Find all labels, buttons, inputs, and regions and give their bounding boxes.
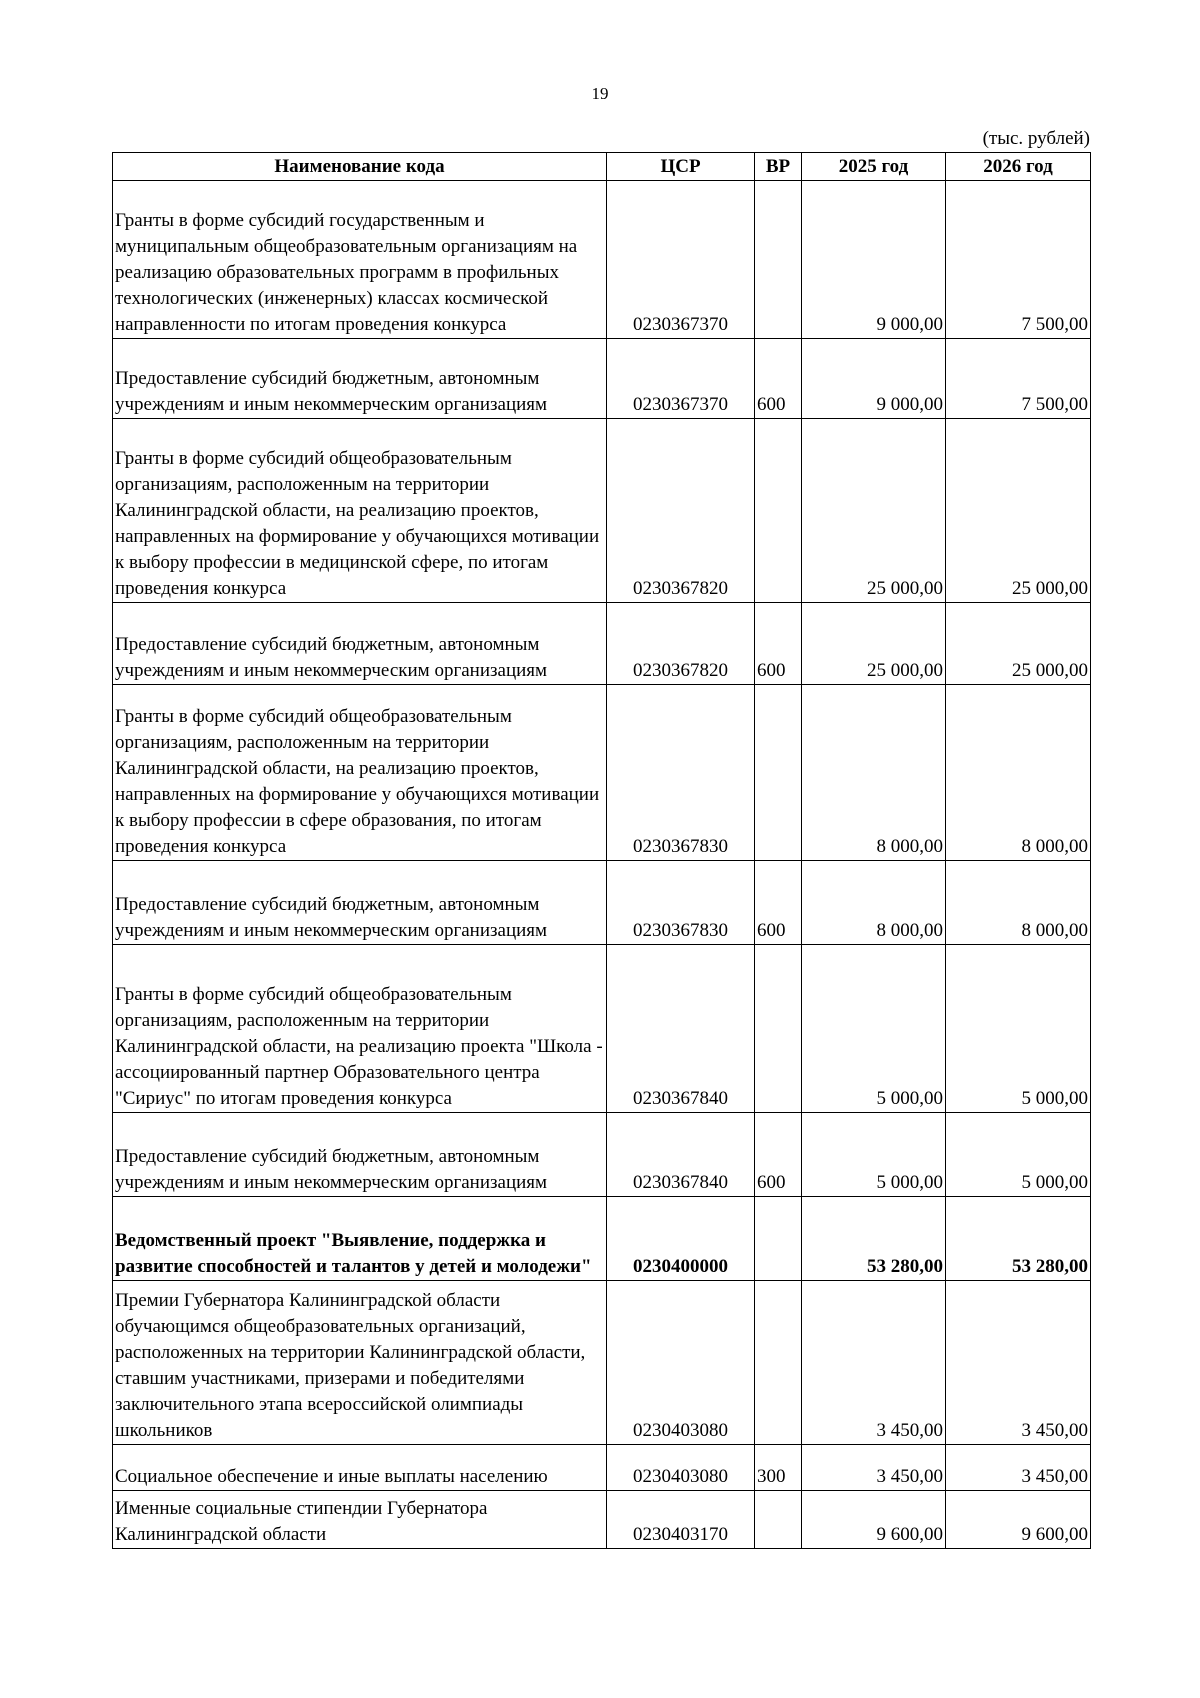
budget-table (112, 152, 1091, 1549)
table-row (113, 1491, 1091, 1549)
cell-2025: 53 280,00 (802, 1197, 946, 1281)
cell-2026: 53 280,00 (946, 1197, 1091, 1281)
cell-vr (755, 685, 802, 861)
cell-2025: 9 600,00 (802, 1491, 946, 1549)
cell-2026: 7 500,00 (946, 181, 1091, 339)
table-row (113, 685, 1091, 861)
cell-csr: 0230367830 (607, 685, 755, 861)
units-label: (тыс. рублей) (982, 128, 1090, 149)
cell-2026: 8 000,00 (946, 685, 1091, 861)
cell-vr (755, 1281, 802, 1445)
cell-name: Гранты в форме субсидий общеобразовательным организациям, расположенным на территории Калининградской области, на реализацию проекта "Школа - ассоциированный партнер Образовательного центра "Сириус" по итогам проведения конкурса (113, 945, 607, 1113)
cell-name: Премии Губернатора Калининградской области обучающимся общеобразовательных организаций, расположенных на территории Калининградской области, ставшим участниками, призерами и победителями заключительного этапа всероссийской олимпиады школьников (113, 1281, 607, 1445)
header-name: Наименование кода (113, 153, 607, 181)
table-row (113, 181, 1091, 339)
cell-vr: 600 (755, 603, 802, 685)
cell-csr: 0230403170 (607, 1491, 755, 1549)
cell-name: Предоставление субсидий бюджетным, автономным учреждениям и иным некоммерческим организациям (113, 603, 607, 685)
header-2026: 2026 год (946, 153, 1091, 181)
cell-vr (755, 1197, 802, 1281)
cell-2026: 25 000,00 (946, 419, 1091, 603)
cell-csr: 0230367840 (607, 1113, 755, 1197)
cell-csr: 0230403080 (607, 1445, 755, 1491)
cell-2026: 9 600,00 (946, 1491, 1091, 1549)
cell-2025: 25 000,00 (802, 603, 946, 685)
cell-name: Предоставление субсидий бюджетным, автономным учреждениям и иным некоммерческим организациям (113, 1113, 607, 1197)
cell-2026: 7 500,00 (946, 339, 1091, 419)
cell-vr: 600 (755, 861, 802, 945)
table-row (113, 339, 1091, 419)
cell-2025: 8 000,00 (802, 685, 946, 861)
cell-csr: 0230367840 (607, 945, 755, 1113)
cell-2025: 5 000,00 (802, 945, 946, 1113)
cell-2025: 9 000,00 (802, 339, 946, 419)
table-row (113, 419, 1091, 603)
cell-name: Ведомственный проект "Выявление, поддержка и развитие способностей и талантов у детей и молодежи" (113, 1197, 607, 1281)
cell-vr: 300 (755, 1445, 802, 1491)
cell-vr (755, 419, 802, 603)
cell-csr: 0230400000 (607, 1197, 755, 1281)
cell-name: Гранты в форме субсидий общеобразовательным организациям, расположенным на территории Калининградской области, на реализацию проектов, направленных на формирование у обучающихся мотивации к выбору профессии в медицинской сфере, по итогам проведения конкурса (113, 419, 607, 603)
cell-2025: 9 000,00 (802, 181, 946, 339)
cell-csr: 0230367370 (607, 181, 755, 339)
table-row (113, 1445, 1091, 1491)
cell-vr (755, 1491, 802, 1549)
cell-2025: 3 450,00 (802, 1281, 946, 1445)
cell-vr: 600 (755, 1113, 802, 1197)
cell-2026: 8 000,00 (946, 861, 1091, 945)
table-row (113, 1113, 1091, 1197)
table-row (113, 861, 1091, 945)
table-row (113, 1281, 1091, 1445)
cell-csr: 0230367370 (607, 339, 755, 419)
cell-name: Именные социальные стипендии Губернатора Калининградской области (113, 1491, 607, 1549)
cell-2026: 3 450,00 (946, 1445, 1091, 1491)
header-csr: ЦСР (607, 153, 755, 181)
cell-vr (755, 181, 802, 339)
cell-2025: 25 000,00 (802, 419, 946, 603)
cell-csr: 0230367820 (607, 419, 755, 603)
cell-csr: 0230367830 (607, 861, 755, 945)
cell-2026: 5 000,00 (946, 945, 1091, 1113)
cell-name: Гранты в форме субсидий общеобразовательным организациям, расположенным на территории Калининградской области, на реализацию проектов, направленных на формирование у обучающихся мотивации к выбору профессии в сфере образования, по итогам проведения конкурса (113, 685, 607, 861)
cell-name: Предоставление субсидий бюджетным, автономным учреждениям и иным некоммерческим организациям (113, 339, 607, 419)
cell-vr (755, 945, 802, 1113)
cell-name: Гранты в форме субсидий государственным и муниципальным общеобразовательным организациям на реализацию образовательных программ в профильных технологических (инженерных) классах космической направленности по итогам проведения конкурса (113, 181, 607, 339)
cell-name: Предоставление субсидий бюджетным, автономным учреждениям и иным некоммерческим организациям (113, 861, 607, 945)
cell-2025: 5 000,00 (802, 1113, 946, 1197)
cell-name: Социальное обеспечение и иные выплаты населению (113, 1445, 607, 1491)
header-2025: 2025 год (802, 153, 946, 181)
page-number: 19 (591, 84, 609, 103)
cell-2025: 8 000,00 (802, 861, 946, 945)
table-row-section (113, 1197, 1091, 1281)
table-header-row (113, 153, 1091, 181)
cell-vr: 600 (755, 339, 802, 419)
table-row (113, 603, 1091, 685)
cell-2026: 5 000,00 (946, 1113, 1091, 1197)
cell-csr: 0230403080 (607, 1281, 755, 1445)
cell-2026: 3 450,00 (946, 1281, 1091, 1445)
header-vr: ВР (755, 153, 802, 181)
cell-csr: 0230367820 (607, 603, 755, 685)
cell-2026: 25 000,00 (946, 603, 1091, 685)
table-row (113, 945, 1091, 1113)
cell-2025: 3 450,00 (802, 1445, 946, 1491)
